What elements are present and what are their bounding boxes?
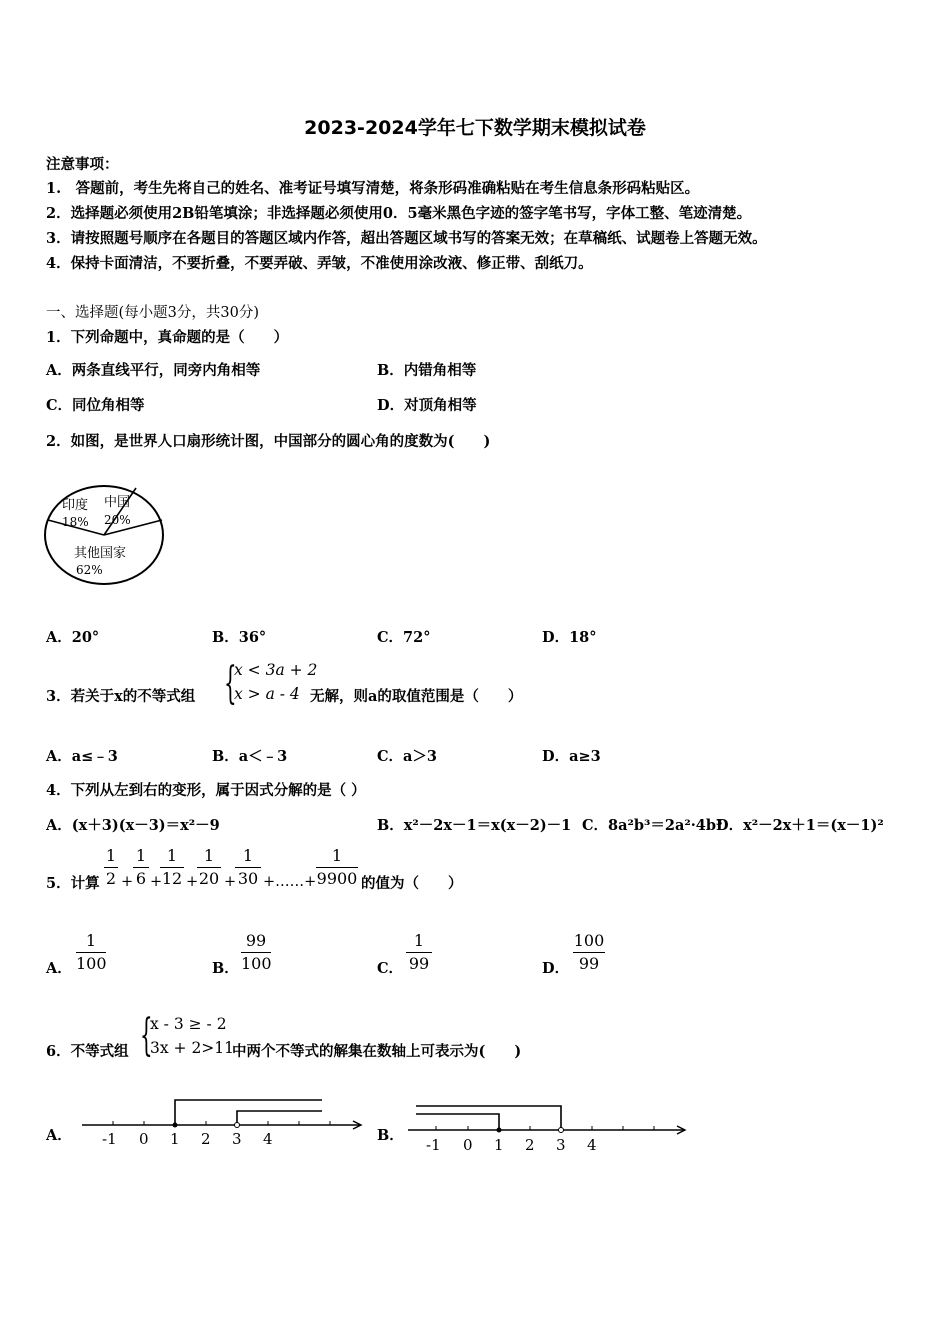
q2-option-d: D．18° xyxy=(542,629,597,646)
q4-option-c: C．8a²b³＝2a²·4b³ xyxy=(582,817,723,834)
q3-option-d: D．a≥3 xyxy=(542,748,601,765)
q3-system xyxy=(234,658,317,706)
section-heading: 一、选择题(每小题3分，共30分) xyxy=(46,305,259,321)
q2-option-c: C．72° xyxy=(377,629,431,646)
q6-option-a-number-line xyxy=(80,1092,365,1154)
q1-stem: 1．下列命题中，真命题的是（ ） xyxy=(46,329,289,346)
pie-label-india: 印度 xyxy=(62,498,89,513)
notice-item-2: 2．选择题必须使用2B铅笔填涂；非选择题必须使用0．5毫米黑色字迹的签字笔书写，字体工整、笔迹清楚。 xyxy=(46,205,752,222)
q3-brace: { xyxy=(224,658,237,709)
q5-option-d-fraction xyxy=(573,931,605,974)
axis-label: 3 xyxy=(232,1130,242,1148)
q4-option-a: A．(x＋3)(x－3)＝x²－9 xyxy=(46,817,220,834)
q1-option-a: A．两条直线平行，同旁内角相等 xyxy=(46,362,261,379)
q1-option-b: B．内错角相等 xyxy=(377,362,477,379)
pie-label-china: 中国 xyxy=(104,495,131,510)
plus-sign: + xyxy=(150,874,163,890)
fraction-numerator: 1 xyxy=(105,846,117,865)
fraction-denominator: 99 xyxy=(578,954,600,973)
fraction-numerator: 1 xyxy=(166,846,178,865)
axis-label: 4 xyxy=(587,1136,597,1154)
fraction-denominator: 12 xyxy=(161,869,183,888)
pie-pct-other: 62% xyxy=(76,563,103,577)
q3-option-c: C．a＞3 xyxy=(377,748,438,765)
q3-option-a: A．a≤﹣3 xyxy=(46,748,118,765)
plus-sign: + xyxy=(121,874,134,890)
plus-sign: + xyxy=(224,874,237,890)
axis-label: 1 xyxy=(494,1136,504,1154)
q1-option-c: C．同位角相等 xyxy=(46,397,145,414)
fraction-numerator: 99 xyxy=(245,931,267,950)
q6-system-line1: x - 3 ≥ - 2 xyxy=(150,1015,227,1033)
q5-fraction-3 xyxy=(160,846,184,889)
fraction-denominator: 30 xyxy=(237,869,259,888)
fraction-denominator: 99 xyxy=(408,954,430,973)
q2-stem: 2．如图，是世界人口扇形统计图，中国部分的圆心角的度数为( ) xyxy=(46,433,491,450)
q5-option-c-label: C． xyxy=(377,960,404,977)
fraction-denominator: 100 xyxy=(241,954,272,973)
q1-option-d: D．对顶角相等 xyxy=(377,397,477,414)
axis-label: 4 xyxy=(263,1130,273,1148)
axis-label: 0 xyxy=(463,1136,473,1154)
fraction-denominator: 100 xyxy=(76,954,107,973)
notice-item-4: 4．保持卡面清洁，不要折叠，不要弄破、弄皱，不准使用涂改液、修正带、刮纸刀。 xyxy=(46,255,593,272)
q5-option-b-label: B． xyxy=(212,960,239,977)
q5-option-a-label: A． xyxy=(46,960,72,977)
q5-option-a-fraction xyxy=(76,931,106,974)
q5-suffix: 的值为（ ） xyxy=(361,875,463,892)
fraction-denominator: 2 xyxy=(105,869,117,888)
q6-option-b-number-line xyxy=(406,1096,691,1158)
q6-brace: { xyxy=(140,1010,153,1061)
notice-item-1: 1. 答题前，考生先将自己的姓名、准考证号填写清楚，将条形码准确粘贴在考生信息条形码粘贴区。 xyxy=(46,180,700,197)
fraction-denominator: 6 xyxy=(135,869,147,888)
world-population-pie-chart xyxy=(40,482,170,592)
q5-fraction-4 xyxy=(197,846,221,889)
axis-label: 3 xyxy=(556,1136,566,1154)
q5-option-d-label: D． xyxy=(542,960,570,977)
q5-fraction-2 xyxy=(133,846,149,889)
q6-system-line2: 3x + 2>11 xyxy=(150,1039,235,1057)
q3-suffix: 无解，则a的取值范围是（ ） xyxy=(310,688,523,705)
q3-option-b: B．a＜﹣3 xyxy=(212,748,288,765)
q3-system-line2: x > a - 4 xyxy=(234,685,300,703)
axis-label: 0 xyxy=(139,1130,149,1148)
fraction-denominator: 20 xyxy=(198,869,220,888)
q5-fraction-5 xyxy=(235,846,261,889)
axis-label: 2 xyxy=(201,1130,211,1148)
fraction-numerator: 1 xyxy=(242,846,254,865)
q5-option-b-fraction xyxy=(241,931,271,974)
q5-option-c-fraction xyxy=(406,931,432,974)
q4-stem: 4．下列从左到右的变形，属于因式分解的是（ ） xyxy=(46,782,366,799)
notice-heading: 注意事项： xyxy=(46,156,119,173)
q6-prefix: 6．不等式组 xyxy=(46,1043,129,1060)
q3-system-line1: x < 3a + 2 xyxy=(234,661,318,679)
fraction-numerator: 1 xyxy=(203,846,215,865)
q5-fraction-last xyxy=(316,846,358,889)
fraction-denominator: 9900 xyxy=(316,869,358,888)
pie-pct-india: 18% xyxy=(62,515,89,529)
q6-suffix: 中两个不等式的解集在数轴上可表示为( ) xyxy=(232,1043,522,1060)
q5-fraction-1 xyxy=(104,846,118,889)
q2-option-b: B．36° xyxy=(212,629,267,646)
ellipsis-sum: +……+ xyxy=(263,874,317,890)
axis-label: -1 xyxy=(102,1130,117,1148)
plus-sign: + xyxy=(186,874,199,890)
notice-item-3: 3．请按照题号顺序在各题目的答题区域内作答，超出答题区域书写的答案无效；在草稿纸、试题卷上答题无效。 xyxy=(46,230,767,247)
axis-label: -1 xyxy=(426,1136,441,1154)
q2-option-a: A．20° xyxy=(46,629,100,646)
q6-option-b-label: B． xyxy=(377,1127,404,1144)
pie-label-other: 其他国家 xyxy=(74,546,127,561)
fraction-numerator: 1 xyxy=(331,846,343,865)
fraction-numerator: 1 xyxy=(135,846,147,865)
q4-option-d: D．x²－2x＋1＝(x－1)² xyxy=(716,817,884,834)
q5-prefix: 5．计算 xyxy=(46,875,100,892)
axis-label: 2 xyxy=(525,1136,535,1154)
q6-system xyxy=(150,1012,234,1060)
fraction-numerator: 1 xyxy=(85,931,97,950)
axis-label: 1 xyxy=(170,1130,180,1148)
q3-prefix: 3．若关于x的不等式组 xyxy=(46,688,196,705)
q4-option-b: B．x²－2x－1＝x(x－2)－1 xyxy=(377,817,572,834)
fraction-numerator: 1 xyxy=(413,931,425,950)
fraction-numerator: 100 xyxy=(573,931,605,950)
pie-pct-china: 20% xyxy=(104,513,131,527)
q6-option-a-label: A． xyxy=(46,1127,72,1144)
page-title: 2023-2024学年七下数学期末模拟试卷 xyxy=(304,117,646,139)
